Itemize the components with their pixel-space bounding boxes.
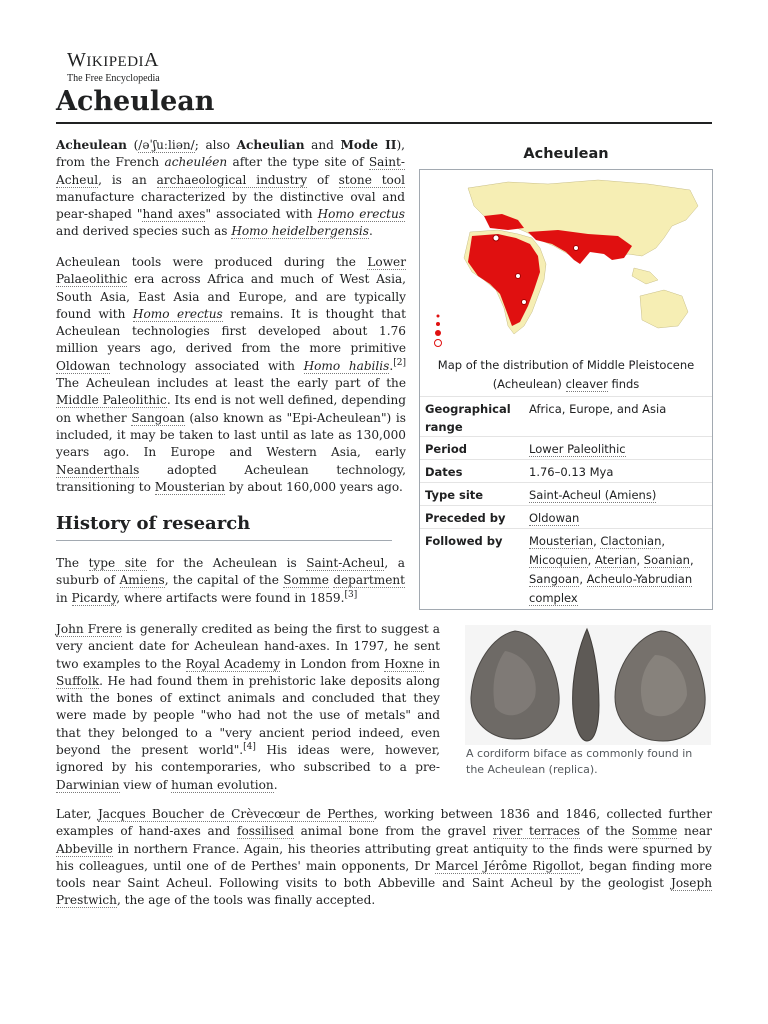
handaxe-image — [465, 625, 711, 745]
map-land-sea-islands — [632, 268, 658, 284]
section-divider — [56, 540, 392, 541]
link-acheulo-yabrudian[interactable]: Acheulo-Yabrudian complex — [529, 572, 693, 605]
intro-paragraph-2: Acheulean tools were produced during the Lower Palaeolithic era across Africa and much of West Asia, South Asia, East Asia and Europe, and are typically found with Homo erectus remains. It is thought that Acheulean technologies first developed about 1.76 million years ago, derived from the more primitive Oldowan technology associated with Homo habilis.[2] The Acheulean includes at least the early part of the Middle Paleolithic. Its end is not well defined, depending on whether Sangoan (also known as "Epi-Acheulean") is included, it may be taken to last until as late as 130,000 years ago. In Europe and Western Asia, early Neanderthals adopted Acheulean technology, transitioning to Mousterian by about 160,000 years ago. — [56, 255, 406, 494]
handaxe-profile — [573, 629, 599, 741]
link-neanderthals[interactable]: Neanderthals — [56, 462, 140, 477]
logo-wordmark: WIKIPEDIA — [67, 49, 159, 71]
history-paragraph-3: Later, Jacques Boucher de Crèvecœur de Perthes, working between 1836 and 1846, collected further examples of hand-axes and fossilised animal bone from the gravel river terraces of the Somme near Abbeville in northern France. Again, his theories attributing great antiquity to the finds were spurned by his colleagues, until one of de Perthes' main opponents, Dr Marcel Jérôme Rigollot, began finding more tools near Saint Acheul. Following visits to both Abbeville and Saint Acheul by the geologist Joseph Prestwich, the age of the tools was finally accepted. — [56, 807, 712, 908]
distribution-map-image — [428, 176, 702, 351]
infobox-label: Period — [425, 442, 467, 456]
history-paragraph-1: The type site for the Acheulean is Saint-Acheul, a suburb of Amiens, the capital of the Somme department in Picardy, where artifacts were found in 1859.[3] — [56, 556, 406, 605]
link-river-terraces[interactable]: river terraces — [492, 824, 580, 839]
link-cleaver[interactable]: cleaver — [565, 377, 608, 391]
map-legend-dot — [435, 340, 442, 347]
link-homo-erectus[interactable]: Homo erectus — [317, 207, 405, 222]
link-royal-academy[interactable]: Royal Academy — [185, 656, 281, 671]
infobox-label: Type site — [425, 488, 484, 502]
link-saint-acheul[interactable]: Saint-Acheul — [56, 155, 405, 187]
link-micoquien[interactable]: Micoquien — [529, 553, 588, 567]
ref-4[interactable]: [4] — [243, 742, 256, 753]
map-legend-dot — [435, 330, 441, 336]
link-boucher-de-perthes[interactable]: Jacques Boucher de Crèvecœur de Perthes — [97, 807, 374, 821]
link-clactonian[interactable]: Clactonian — [600, 534, 662, 548]
link-joseph-prestwich[interactable]: Joseph Prestwich — [56, 876, 712, 908]
ref-3[interactable]: [3] — [344, 589, 358, 600]
infobox-label: Followed by — [425, 534, 503, 548]
figure-caption: A cordiform biface as commonly found in the Acheulean (replica). — [466, 747, 693, 776]
link-hand-axes[interactable]: hand axes — [142, 207, 206, 222]
infobox-value-followed-by: Mousterian, Clactonian, Micoquien, Aterian, Soanian, Sangoan, Acheulo-Yabrudian complex — [529, 534, 694, 605]
ipa-link[interactable]: /əˈʃuːliən/ — [138, 138, 195, 152]
link-homo-heidelbergensis[interactable]: Homo heidelbergensis — [231, 224, 369, 239]
link-mousterian[interactable]: Mousterian — [154, 479, 226, 494]
link-stone-tool[interactable]: stone tool — [338, 172, 405, 187]
link-sangoan[interactable]: Sangoan — [131, 410, 185, 425]
intro-paragraph-1: Acheulean (/əˈʃuːliən/; also Acheulian and Mode II), from the French acheuléen after the type site of Saint-Acheul, is an archaeological industry of stone tool manufacture characterized by the distinctive oval and pear-shaped "hand axes" associated with Homo erectus and derived species such as Homo heidelbergensis. — [56, 138, 405, 239]
infobox-row-period — [420, 436, 712, 460]
page-title: Acheulean — [56, 86, 712, 124]
link-archaeological-industry[interactable]: archaeological industry — [156, 172, 308, 187]
infobox-label: Preceded by — [425, 511, 506, 525]
infobox-label: Dates — [425, 465, 463, 479]
infobox-value: Africa, Europe, and Asia — [529, 402, 667, 416]
link-hoxne[interactable]: Hoxne — [384, 656, 424, 671]
link-somme[interactable]: Somme — [283, 573, 329, 588]
link-lower-paleolithic[interactable]: Lower Paleolithic — [529, 442, 626, 456]
link-human-evolution[interactable]: human evolution — [171, 777, 274, 792]
section-heading-history: History of research — [56, 513, 251, 534]
history-paragraph-2: John Frere is generally credited as being the first to suggest a very ancient date for Acheulean hand-axes. In 1797, he sent two examples to the Royal Academy in London from Hoxne in Suffolk. He had found them in prehistoric lake deposits along with the bones of extinct animals and concluded that they were made by people "who had not the use of metals" and that they belonged to a "very ancient period indeed, even beyond the present world".[4] His ideas were, however, ignored by his contemporaries, who subscribed to a pre-Darwinian view of human evolution. — [56, 622, 440, 792]
infobox-row-type-site — [420, 482, 712, 506]
link-saint-acheul-2[interactable]: Saint-Acheul — [306, 556, 385, 570]
link-lower-palaeolithic[interactable]: Lower Palaeolithic — [56, 255, 406, 287]
link-darwinian[interactable]: Darwinian — [56, 777, 120, 792]
ref-2[interactable]: [2] — [393, 357, 406, 368]
infobox-label: Geographical range — [425, 402, 511, 434]
map-legend-dot — [436, 322, 440, 326]
link-aterian[interactable]: Aterian — [594, 553, 637, 567]
link-homo-habilis[interactable]: Homo habilis — [303, 358, 390, 373]
link-homo-erectus-2[interactable]: Homo erectus — [132, 306, 223, 321]
link-soanian[interactable]: Soanian — [643, 553, 690, 567]
handaxe-figure[interactable] — [465, 625, 711, 745]
link-department[interactable]: department — [333, 573, 405, 588]
infobox-row-followed-by — [420, 528, 712, 609]
link-oldowan-infobox[interactable]: Oldowan — [529, 511, 580, 525]
link-fossilised[interactable]: fossilised — [236, 824, 294, 839]
map-site-dot — [493, 235, 499, 241]
link-somme-2[interactable]: Somme — [631, 824, 678, 839]
link-type-site[interactable]: type site — [88, 556, 147, 570]
link-suffolk[interactable]: Suffolk — [56, 673, 100, 688]
infobox-title: Acheulean — [523, 146, 609, 162]
link-abbeville[interactable]: Abbeville — [56, 841, 113, 856]
distribution-map[interactable] — [428, 176, 702, 351]
link-mousterian-infobox[interactable]: Mousterian — [529, 534, 594, 548]
infobox — [419, 169, 713, 610]
map-site-dot — [574, 246, 579, 251]
map-site-dot — [516, 274, 521, 279]
link-picardy[interactable]: Picardy — [71, 590, 117, 605]
link-amiens[interactable]: Amiens — [119, 573, 165, 588]
link-john-frere[interactable]: John Frere — [56, 622, 122, 636]
wikipedia-logo[interactable] — [67, 50, 187, 84]
link-oldowan[interactable]: Oldowan — [56, 358, 111, 373]
link-middle-paleolithic[interactable]: Middle Paleolithic — [56, 393, 167, 408]
infobox-value: 1.76–0.13 Mya — [529, 465, 614, 479]
map-caption: Map of the distribution of Middle Pleistocene (Acheulean) cleaver finds — [437, 358, 695, 391]
map-site-dot — [522, 300, 527, 305]
map-land-australia — [640, 290, 688, 328]
map-legend-dot — [437, 315, 440, 318]
link-rigollot[interactable]: Marcel Jérôme Rigollot — [435, 858, 581, 873]
infobox-row-preceded-by — [420, 505, 712, 529]
link-saint-acheul-amiens[interactable]: Saint-Acheul (Amiens) — [529, 488, 657, 502]
logo-tagline: The Free Encyclopedia — [67, 73, 160, 84]
infobox-row-geographical-range — [420, 396, 712, 437]
link-sangoan-infobox[interactable]: Sangoan — [529, 572, 580, 586]
infobox-row-dates — [420, 459, 712, 483]
